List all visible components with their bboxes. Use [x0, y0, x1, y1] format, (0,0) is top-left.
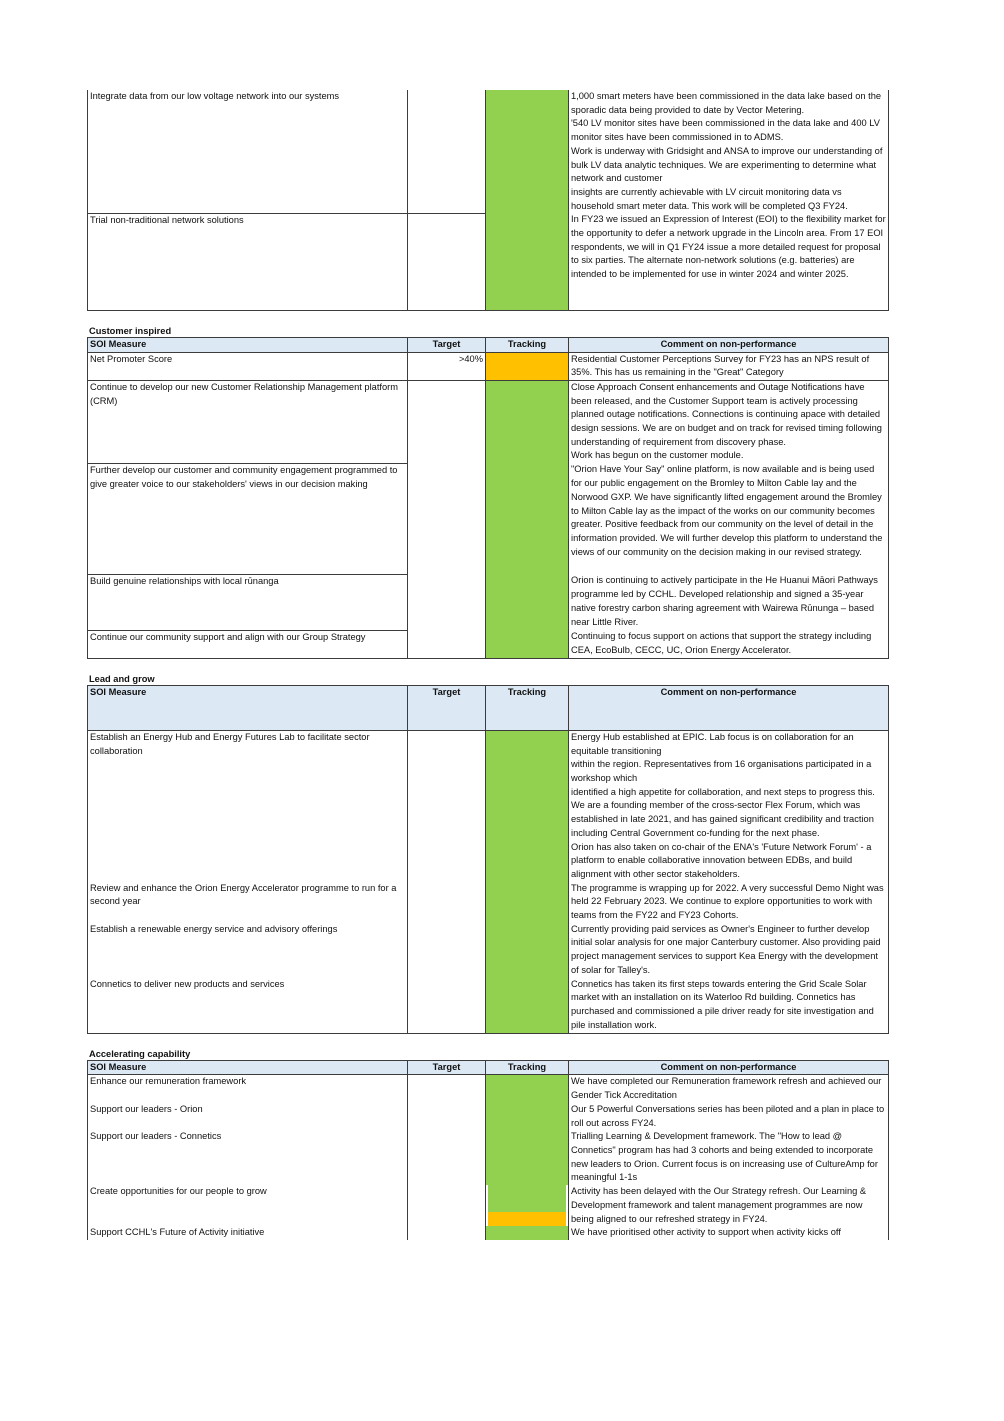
table-header-row [88, 337, 889, 352]
soi-report-sheet [87, 90, 888, 1240]
tracking-status-green [486, 730, 569, 881]
comment-cell: We have prioritised other activity to support when activity kicks off [569, 1226, 889, 1240]
measure-cell: Create opportunities for our people to grow [88, 1185, 408, 1226]
tracking-status-green [486, 463, 569, 574]
header-target: Target [408, 337, 486, 352]
tracking-status-green [486, 1103, 569, 1130]
table-row [88, 213, 889, 310]
measure-cell: Trial non-traditional network solutions [88, 213, 408, 310]
tracking-status-green [486, 1226, 569, 1240]
header-comment: Comment on non-performance [569, 1060, 889, 1075]
measure-cell: Review and enhance the Orion Energy Accelerator programme to run for a second year [88, 882, 408, 923]
header-comment: Comment on non-performance [569, 685, 889, 730]
tracking-status-green [486, 882, 569, 923]
target-cell [408, 882, 486, 923]
comment-cell: Our 5 Powerful Conversations series has been piloted and a plan in place to roll out across FY24. [569, 1103, 889, 1130]
section-title-lead-and-grow: Lead and grow [89, 673, 155, 684]
table-row [88, 1103, 889, 1130]
target-cell [408, 630, 486, 658]
table-row [88, 352, 889, 380]
comment-cell: The programme is wrapping up for 2022. A very successful Demo Night was held 22 February 2023. We continue to explore opportunities to work with teams from the FY22 and FY23 Cohorts. [569, 882, 889, 923]
measure-cell: Build genuine relationships with local rūnanga [88, 574, 408, 630]
target-cell [408, 1185, 486, 1226]
top-continued-table [87, 90, 889, 311]
comment-cell: Continuing to focus support on actions that support the strategy including CEA, EcoBulb, CECC, UC, Orion Energy Accelerator. [569, 630, 889, 658]
target-cell [408, 90, 486, 213]
customer-inspired-table [87, 337, 889, 659]
target-cell [408, 380, 486, 463]
measure-cell: Enhance our remuneration framework [88, 1075, 408, 1103]
table-row [88, 630, 889, 658]
tracking-status-green [486, 978, 569, 1034]
tracking-status-green [486, 630, 569, 658]
table-row [88, 1130, 889, 1185]
table-row [88, 1226, 889, 1240]
measure-cell: Connetics to deliver new products and services [88, 978, 408, 1034]
table-header-row [88, 1060, 889, 1075]
measure-cell: Continue to develop our new Customer Relationship Management platform (CRM) [88, 380, 408, 463]
target-cell: >40% [408, 352, 486, 380]
comment-cell: Connetics has taken its first steps towards entering the Grid Scale Solar market with an installation on its Waterloo Rd building. Connetics has purchased and commissioned a pile driver ready for site investigation and pile installation work. [569, 978, 889, 1034]
header-tracking: Tracking [486, 337, 569, 352]
comment-cell: Currently providing paid services as Owner's Engineer to further develop initial solar analysis for one major Canterbury customer. Also providing paid project management services to support Kea Energy with the development of solar for Talley's. [569, 923, 889, 978]
table-header-row [88, 685, 889, 730]
comment-cell: Activity has been delayed with the Our Strategy refresh. Our Learning & Development framework and talent management programmes are now being aligned to our refreshed strategy in FY24. [569, 1185, 889, 1226]
measure-cell: Support our leaders - Connetics [88, 1130, 408, 1185]
tracking-status-green [486, 213, 569, 310]
table-row [88, 730, 889, 881]
measure-cell: Support our leaders - Orion [88, 1103, 408, 1130]
measure-cell: Establish an Energy Hub and Energy Futures Lab to facilitate sector collaboration [88, 730, 408, 881]
comment-cell: We have completed our Remuneration framework refresh and achieved our Gender Tick Accreditation [569, 1075, 889, 1103]
tracking-status-green [486, 1075, 569, 1103]
tracking-status-green [486, 574, 569, 630]
table-row [88, 1075, 889, 1103]
target-cell [408, 1075, 486, 1103]
lead-and-grow-table [87, 685, 889, 1034]
measure-cell: Integrate data from our low voltage network into our systems [88, 90, 408, 213]
comment-cell: Energy Hub established at EPIC. Lab focus is on collaboration for an equitable transitioning within the region. Representatives from 16 organisations participated in a workshop which identified a high appetite for collaboration, and next steps to progress this. We are a founding member of the cross-sector Flex Forum, which was established in late 2021, and has gained significant credibility and traction including Central Government co-funding for the next phase. Orion has also taken on co-chair of the ENA's 'Future Network Forum' - a platform to enable collaborative innovation between EDBs, and build alignment with other sector stakeholders. [569, 730, 889, 881]
header-measure: SOI Measure [88, 337, 408, 352]
tracking-status-amber [486, 352, 569, 380]
comment-cell: In FY23 we issued an Expression of Interest (EOI) to the flexibility market for the opportunity to defer a network upgrade in the Lincoln area. From 17 EOI respondents, we will in Q1 FY24 issue a more detailed request for proposal to six parties. The alternate non-network solutions (e.g. batteries) are intended to be implemented for use in winter 2024 and winter 2025. [569, 213, 889, 310]
target-cell [408, 978, 486, 1034]
accelerating-capability-table [87, 1060, 889, 1240]
tracking-status-green [486, 380, 569, 463]
table-row [88, 1185, 889, 1226]
tracking-status-amber-part [488, 1212, 566, 1226]
tracking-status-green [486, 923, 569, 978]
comment-cell: "Orion Have Your Say" online platform, is now available and is being used for our public engagement on the Bromley to Milton Cable lay and the Norwood GXP. We have significantly lifted engagement around the Bromley to Milton Cable lay as the impact of the works on our community becomes greater. Positive feedback from our community on the level of detail in the information provided. We will further develop this platform to understand the views of our community on the decision making in our revised strategy. [569, 463, 889, 574]
target-cell [408, 574, 486, 630]
target-cell [408, 1130, 486, 1185]
table-row [88, 882, 889, 923]
comment-cell: Orion is continuing to actively participate in the He Huanui Māori Pathways programme led by CCHL. Developed relationship and signed a 35-year native forestry carbon sharing agreement with Wairewa Rūnunga – based near Little River. [569, 574, 889, 630]
target-cell [408, 923, 486, 978]
section-title-accelerating-capability: Accelerating capability [89, 1048, 191, 1059]
target-cell [408, 1226, 486, 1240]
header-target: Target [408, 685, 486, 730]
target-cell [408, 1103, 486, 1130]
header-tracking: Tracking [486, 1060, 569, 1075]
measure-cell: Establish a renewable energy service and advisory offerings [88, 923, 408, 978]
comment-cell: Residential Customer Perceptions Survey for FY23 has an NPS result of 35%. This has us remaining in the "Great" Category [569, 352, 889, 380]
target-cell [408, 463, 486, 574]
header-measure: SOI Measure [88, 1060, 408, 1075]
target-cell [408, 213, 486, 310]
measure-cell: Continue our community support and align with our Group Strategy [88, 630, 408, 658]
table-row [88, 574, 889, 630]
tracking-status-green [486, 90, 569, 213]
header-measure: SOI Measure [88, 685, 408, 730]
comment-cell: Close Approach Consent enhancements and Outage Notifications have been released, and the Customer Support team is actively processing planned outage notifications. Connections is continuing apace with detailed design sessions. We are on budget and on track for revised timing following understanding of requirement from discovery phase. Work has begun on the customer module. [569, 380, 889, 463]
target-cell [408, 730, 486, 881]
table-row [88, 463, 889, 574]
table-row [88, 923, 889, 978]
section-title-customer-inspired: Customer inspired [89, 325, 172, 336]
tracking-status-green-amber [486, 1185, 569, 1226]
comment-cell: 1,000 smart meters have been commissioned in the data lake based on the sporadic data being provided to date by Vector Metering. '540 LV monitor sites have been commissioned in the data lake and 400 LV monitor sites have been commissioned in to ADMS. Work is underway with Gridsight and ANSA to improve our understanding of bulk LV data analytic techniques. We are experimenting to determine what network and customer insights are currently achievable with LV circuit monitoring data vs household smart meter data. This work will be completed Q3 FY24. [569, 90, 889, 213]
table-row [88, 90, 889, 213]
measure-cell: Net Promoter Score [88, 352, 408, 380]
tracking-status-green [486, 1130, 569, 1185]
header-target: Target [408, 1060, 486, 1075]
table-row [88, 380, 889, 463]
measure-cell: Further develop our customer and community engagement programmed to give greater voice to our stakeholders' views in our decision making [88, 463, 408, 574]
header-tracking: Tracking [486, 685, 569, 730]
table-row [88, 978, 889, 1034]
header-comment: Comment on non-performance [569, 337, 889, 352]
measure-cell: Support CCHL's Future of Activity initiative [88, 1226, 408, 1240]
comment-cell: Trialling Learning & Development framework. The "How to lead @ Connetics" program has had 3 cohorts and being extended to incorporate new leaders to Orion. Current focus is on increasing use of CultureAmp for meaningful 1-1s [569, 1130, 889, 1185]
tracking-status-green-part [488, 1185, 566, 1212]
